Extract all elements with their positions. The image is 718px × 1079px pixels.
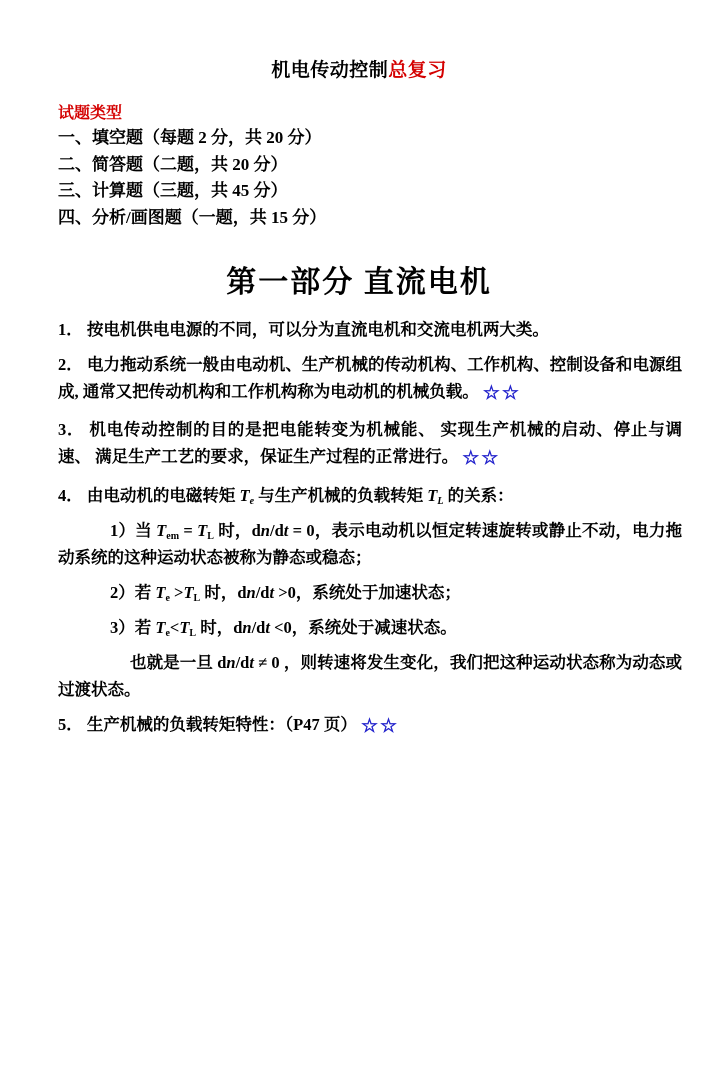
part-title: 第一部分 直流电机 (226, 266, 492, 300)
list-item (58, 317, 682, 344)
item-text: 机电传动控制的目的是把电能转变为机械能、 实现生产机械的启动、停止与调速、 满足生产工艺的要求，保证生产过程的正常进行。 (58, 420, 683, 466)
sub-item-label: 1）当 (110, 520, 157, 540)
note-paragraph (58, 650, 682, 703)
question-types-heading: 试题类型 (58, 105, 123, 122)
question-types-list (58, 125, 718, 231)
sub-item-text: 系统处于减速状态。 (308, 618, 457, 638)
sub-item (58, 615, 682, 642)
equation-left: $T_e$ (155, 582, 170, 604)
derivative-expression: dn/dt ≠ 0 (217, 653, 284, 673)
equation-tail: 时， (200, 582, 238, 602)
equation-tail: 时， (196, 618, 234, 638)
equation-operator: < (169, 618, 180, 638)
sub-item (58, 580, 682, 607)
equation-right: $T_L$ (183, 582, 201, 604)
item-number: 4． (58, 485, 83, 505)
equation-right: $T_L$ (179, 618, 197, 640)
symbol-tl: $T_L$ (427, 485, 444, 507)
note-text-pre: 也就是一旦 (130, 653, 218, 673)
page-title (0, 55, 718, 82)
symbol-te: $T_e$ (239, 485, 255, 507)
sub-item-text: 系统处于加速状态； (312, 582, 461, 602)
item-number: 5． (58, 714, 83, 734)
item-text: 按电机供电电源的不同，可以分为直流电机和交流电机两大类。 (86, 320, 549, 340)
question-type-item: 二、简答题（二题，共 20 分） (58, 154, 288, 174)
derivative-expression: dn/dt = 0， (251, 520, 332, 540)
item-text-post: 的关系： (443, 485, 514, 505)
item-text: 生产机械的负载转矩特性：（P47 页） (86, 714, 357, 734)
item-text: 电力拖动系统一般由电动机、生产机械的传动机构、工作机构、控制设备和电源组成, 通常又把传动机构和工作机构称为电动机的机械负载。 (58, 354, 683, 401)
item-text-mid: 与生产机械的负载转矩 (254, 485, 428, 505)
list-item (58, 712, 682, 743)
item-number: 3． (58, 420, 85, 440)
question-type-item: 三、计算题（三题，共 45 分） (58, 181, 288, 201)
list-item (58, 417, 682, 474)
star-marker: ☆☆ (482, 382, 521, 404)
title-highlight-text: 总复习 (388, 60, 447, 81)
equation-operator: > (169, 582, 184, 602)
sub-item-label: 3）若 (110, 618, 156, 638)
question-type-item: 一、填空题（每题 2 分，共 20 分） (58, 128, 322, 147)
body-content (58, 317, 682, 742)
star-marker: ☆☆ (360, 715, 400, 737)
question-type-item: 四、分析/画图题（一题，共 15 分） (58, 207, 327, 227)
equation-right: $T_L$ (197, 520, 214, 542)
equation-tail: 时， (213, 520, 252, 540)
derivative-expression: dn/dt >0， (237, 582, 313, 602)
item-text-pre: 由电动机的电磁转矩 (86, 485, 240, 505)
star-marker: ☆☆ (462, 447, 501, 469)
equation-left: $T_{em}$ (156, 520, 180, 542)
item-number: 1． (58, 320, 83, 340)
title-main-text: 机电传动控制 (271, 60, 389, 81)
list-item (58, 483, 682, 510)
equation-operator: = (179, 520, 198, 540)
sub-item-label: 2）若 (110, 582, 156, 602)
item-number: 2． (58, 354, 83, 374)
sub-item-text: 表示电动机以恒定转速旋转或静止不动，电力拖动系统的这种运动状态被称为静态或稳态； (58, 520, 683, 568)
list-item (58, 352, 682, 409)
equation-left: $T_e$ (155, 618, 170, 640)
sub-item (58, 518, 682, 572)
document-page (0, 55, 718, 1079)
derivative-expression: dn/dt <0， (233, 618, 309, 638)
note-text-post: ，则转速将发生变化，我们把这种运动状态称为动态或过渡状态。 (58, 653, 683, 699)
